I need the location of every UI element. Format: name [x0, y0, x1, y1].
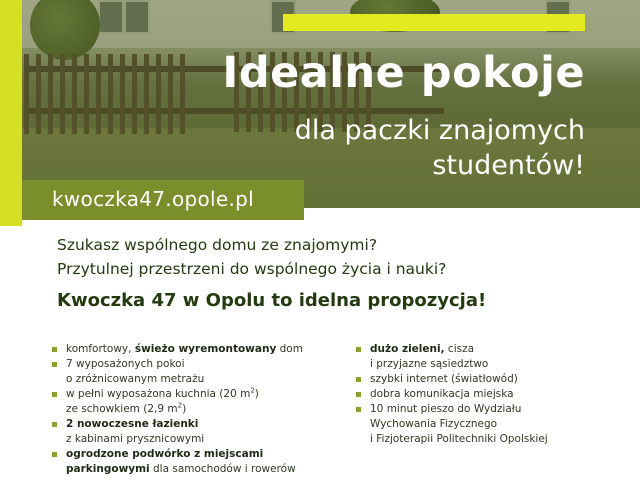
intro-question-2: Przytulnej przestrzeni do wspólnego życia i nauki? [57, 260, 447, 278]
list-item: 10 minut pieszo do Wydziału Wychowania Fizycznego i Fizjoterapii Politechniki Opolskiej [356, 402, 626, 447]
headline: Idealne pokoje [222, 48, 585, 98]
features-list-left [52, 342, 342, 477]
bullet-icon [356, 392, 361, 397]
bullet-icon [52, 347, 57, 352]
subheadline-line1: dla paczki znajomych [294, 115, 585, 146]
list-item: dobra komunikacja miejska [356, 387, 626, 402]
bullet-icon [52, 422, 57, 427]
list-item: 7 wyposażonych pokoi o zróżnicowanym metrażu [52, 357, 342, 387]
bullet-icon [356, 407, 361, 412]
list-item: ogrodzone podwórko z miejscami parkingowymi dla samochodów i rowerów [52, 447, 342, 477]
bullet-icon [52, 362, 57, 367]
intro-question-1: Szukasz wspólnego domu ze znajomymi? [57, 236, 378, 254]
subheadline-line2: studentów! [432, 150, 585, 181]
bullet-icon [52, 452, 57, 457]
list-item: dużo zieleni, cisza i przyjazne sąsiedztwo [356, 342, 626, 372]
accent-bar-top [283, 14, 585, 31]
bullet-icon [356, 377, 361, 382]
bullet-icon [356, 347, 361, 352]
website-url[interactable]: kwoczka47.opole.pl [52, 187, 255, 211]
intro-tagline: Kwoczka 47 w Opolu to idelna propozycja! [57, 290, 487, 311]
bullet-icon [52, 392, 57, 397]
list-item: szybki internet (światłowód) [356, 372, 626, 387]
list-item: w pełni wyposażona kuchnia (20 $m^2$) ze schowkiem (2,9 $m^2$) [52, 387, 342, 417]
list-item: komfortowy, świeżo wyremontowany dom [52, 342, 342, 357]
list-item: 2 nowoczesne łazienki z kabinami prysznicowymi [52, 417, 342, 447]
features-list-right [356, 342, 626, 447]
accent-bar-left [0, 0, 22, 226]
